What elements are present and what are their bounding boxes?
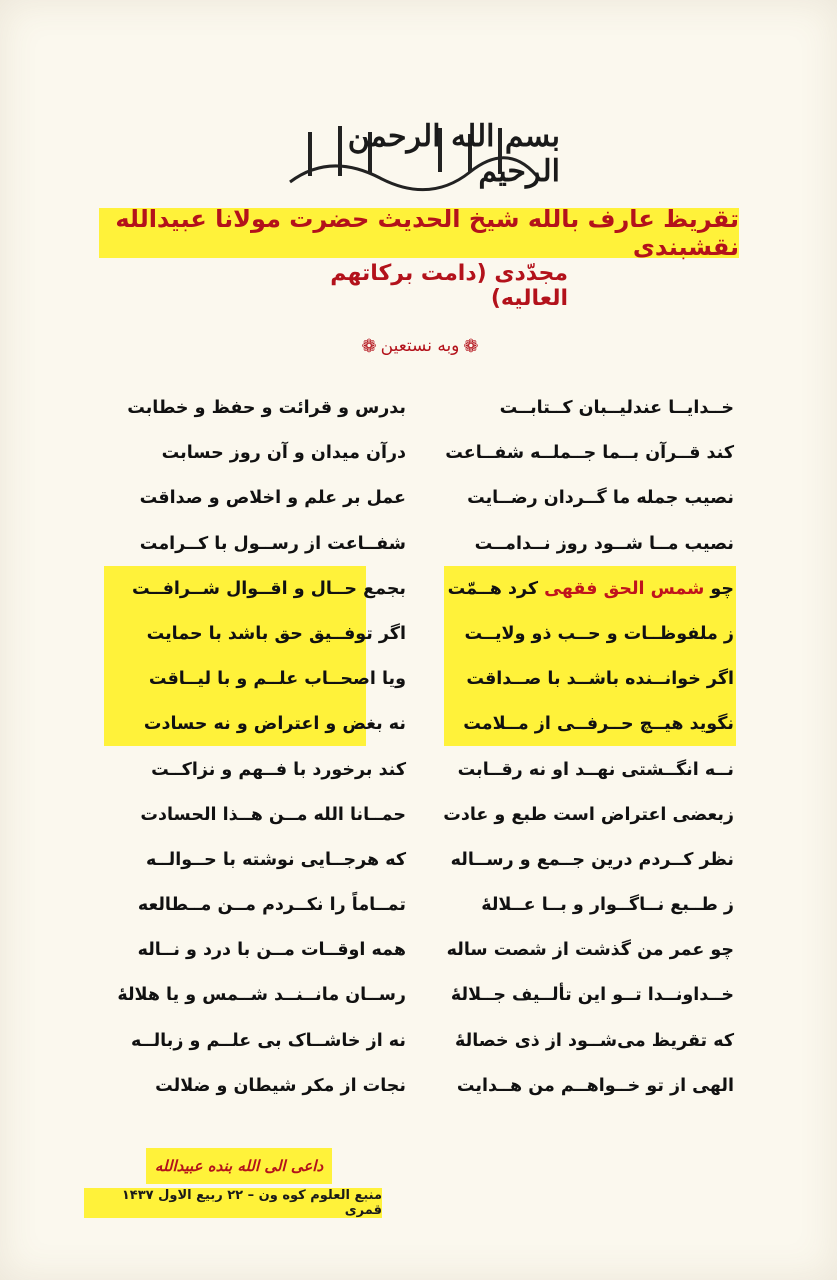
ornament-right-icon: ❁ bbox=[361, 335, 377, 357]
verse-column-right bbox=[430, 386, 740, 1109]
verse-left: اگر توفــیق حق باشد با حمایت bbox=[146, 623, 406, 644]
verse-right: کند قــرآن بــما جــملــه شفــاعت bbox=[445, 443, 734, 464]
verse-left: رســان مانــنــد شــمس و یا هلالهٔ bbox=[117, 985, 406, 1006]
verse-left: همه اوقــات مــن با درد و نــاله bbox=[137, 940, 406, 961]
verse-left: ویا اصحــاب علــم و با لیــاقت bbox=[148, 669, 406, 690]
verse-right: که تقریظ می‌شــود از ذی خصالهٔ bbox=[455, 1030, 734, 1051]
verse-right-highlight: شمس الحق فقهی bbox=[544, 578, 705, 599]
verse-right-suffix: کرد هــمّت bbox=[447, 578, 539, 599]
bismillah-text: بسم الله الرحمن الرحیم bbox=[347, 119, 560, 189]
verse-right: نظر کــردم درین جــمع و رســاله bbox=[450, 849, 734, 870]
verse-column-left bbox=[96, 386, 406, 1109]
page-subtitle: مجدّدی (دامت برکاتهم العالیه) bbox=[330, 261, 568, 311]
verse-right-prefix: چو bbox=[710, 578, 734, 599]
verse-right: الهی از تو خــواهــم من هــدایت bbox=[456, 1075, 734, 1096]
verse-left: بدرس و قرائت و حفظ و خطابت bbox=[127, 398, 406, 418]
invocation bbox=[340, 326, 500, 366]
verse-right: خــداونــدا تــو این تألــیف جــلالهٔ bbox=[450, 985, 734, 1006]
verse-right: اگر خوانــنده باشــد با صــداقت bbox=[466, 669, 734, 690]
verse-left: نجات از مکر شیطان و ضلالت bbox=[155, 1075, 406, 1096]
verse-right: نصیب مــا شــود روز نــدامــت bbox=[474, 533, 734, 554]
verse-left: عمل بر علم و اخلاص و صداقت bbox=[139, 488, 406, 509]
verse-right: چو عمر من گذشت از شصت ساله bbox=[446, 940, 734, 961]
verse-left: شفــاعت از رســول با کــرامت bbox=[139, 533, 406, 554]
verse-left: تمــاماً را نکــردم مــن مــطالعه bbox=[137, 895, 406, 916]
verse-right: نصیب جمله ما گــردان رضــایت bbox=[467, 488, 734, 509]
page-title: تقریظ عارف بالله شیخ الحدیث حضرت مولانا عبیدالله نقشبندی bbox=[99, 208, 739, 258]
place-date-footer: منبع العلوم کوه ون – ۲۲ ربیع الاول ۱۴۳۷ قمری bbox=[84, 1188, 382, 1218]
verse-right bbox=[430, 567, 740, 612]
verse-right: زبعضی اعتراض است طبع و عادت bbox=[443, 804, 734, 825]
verse-right: خــدایــا عندلیــبان کــتابــت bbox=[499, 398, 734, 418]
verse-right: ز طــبع نــاگــوار و بــا عــلالهٔ bbox=[481, 895, 734, 916]
verse-left: نه از خاشــاک بی علــم و زبالــه bbox=[131, 1030, 406, 1051]
author-signature: داعی الی الله بنده عبیدالله bbox=[146, 1148, 332, 1184]
verse-right: نــه انگــشتی نهــد او نه رقــابت bbox=[457, 759, 734, 780]
verse-right: ز ملفوظــات و حــب ذو ولایــت bbox=[464, 623, 734, 644]
ornament-left-icon: ❁ bbox=[463, 335, 479, 357]
verse-left: نه بغض و اعتراض و نه حسادت bbox=[143, 714, 406, 735]
verse-left: که هرجــایی نوشته با حــوالــه bbox=[146, 849, 406, 870]
verse-right: نگوید هیــچ حــرفــی از مــلامت bbox=[463, 714, 734, 735]
verse-left: حمــانا الله مــن هــذا الحسادت bbox=[140, 804, 406, 825]
verse-left: درآن میدان و آن روز حسابت bbox=[161, 443, 406, 464]
verse-left: کند برخورد با فــهم و نزاکــت bbox=[151, 759, 406, 780]
verse-left: بجمع حــال و اقــوال شــرافــت bbox=[131, 578, 406, 599]
invocation-text: وبه نستعین bbox=[380, 336, 460, 356]
bismillah-calligraphy bbox=[270, 112, 560, 196]
